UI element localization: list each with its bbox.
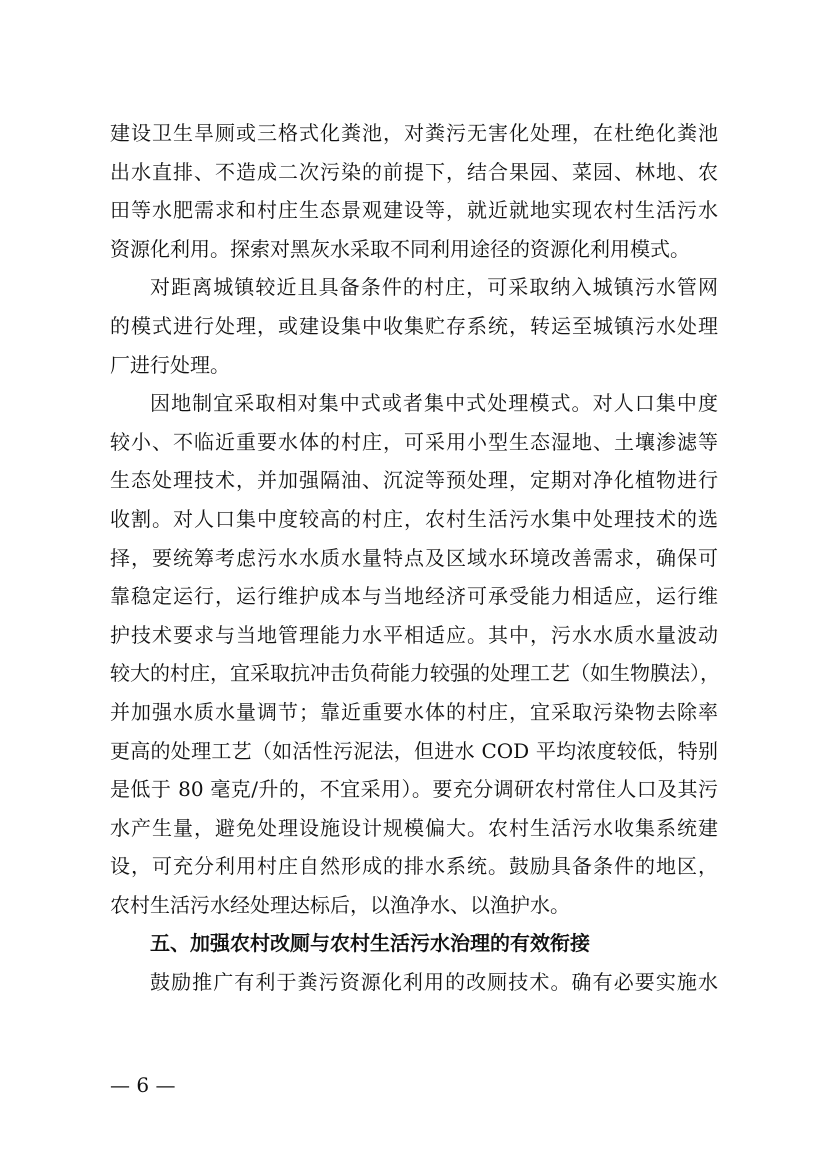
text-line: 鼓励推广有利于粪污资源化利用的改厕技术。确有必要实施水	[150, 970, 718, 995]
text-line: 生态处理技术，并加强隔油、沉淀等预处理，定期对净化植物进行	[110, 468, 718, 493]
text-line: 的模式进行处理，或建设集中收集贮存系统，转运至城镇污水处理	[110, 313, 718, 338]
body-text	[110, 114, 718, 1002]
text-line: 设，可充分利用村庄自然形成的排水系统。鼓励具备条件的地区，	[110, 854, 718, 879]
text-line: 择，要统筹考虑污水水质水量特点及区域水环境改善需求，确保可	[110, 545, 718, 570]
text-line: 水产生量，避免处理设施设计规模偏大。农村生活污水收集系统建	[110, 815, 718, 840]
text-line: 更高的处理工艺（如活性污泥法，但进水 COD 平均浓度较低，特别	[110, 738, 718, 763]
text-line: 厂进行处理。	[110, 352, 230, 377]
text-line: 对距离城镇较近且具备条件的村庄，可采取纳入城镇污水管网	[150, 275, 718, 300]
text-line: 较大的村庄，宜采取抗冲击负荷能力较强的处理工艺（如生物膜法），	[110, 661, 720, 686]
text-line: 较小、不临近重要水体的村庄，可采用小型生态湿地、土壤渗滤等	[110, 429, 718, 454]
text-line: 田等水肥需求和村庄生态景观建设等，就近就地实现农村生活污水	[110, 198, 718, 223]
text-line: 因地制宜采取相对集中式或者集中式处理模式。对人口集中度	[150, 391, 718, 416]
text-line: 并加强水质水量调节；靠近重要水体的村庄，宜采取污染物去除率	[110, 699, 718, 724]
text-line: 建设卫生旱厕或三格式化粪池，对粪污无害化处理，在杜绝化粪池	[110, 121, 718, 145]
text-line: 护技术要求与当地管理能力水平相适应。其中，污水水质水量波动	[110, 622, 718, 647]
text-line: 农村生活污水经处理达标后，以渔净水、以渔护水。	[110, 892, 570, 917]
text-line: 靠稳定运行，运行维护成本与当地经济可承受能力相适应，运行维	[110, 584, 718, 609]
page-number: — 6 —	[110, 1073, 176, 1097]
text-line: 是低于 80 毫克/升的，不宜采用）。要充分调研农村常住人口及其污	[110, 777, 718, 802]
section-heading: 五、加强农村改厕与农村生活污水治理的有效衔接	[150, 931, 590, 956]
text-line: 收割。对人口集中度较高的村庄，农村生活污水集中处理技术的选	[110, 506, 718, 531]
text-line: 资源化利用。探索对黑灰水采取不同利用途径的资源化利用模式。	[110, 236, 690, 261]
text-line: 出水直排、不造成二次污染的前提下，结合果园、菜园、林地、农	[110, 159, 718, 184]
